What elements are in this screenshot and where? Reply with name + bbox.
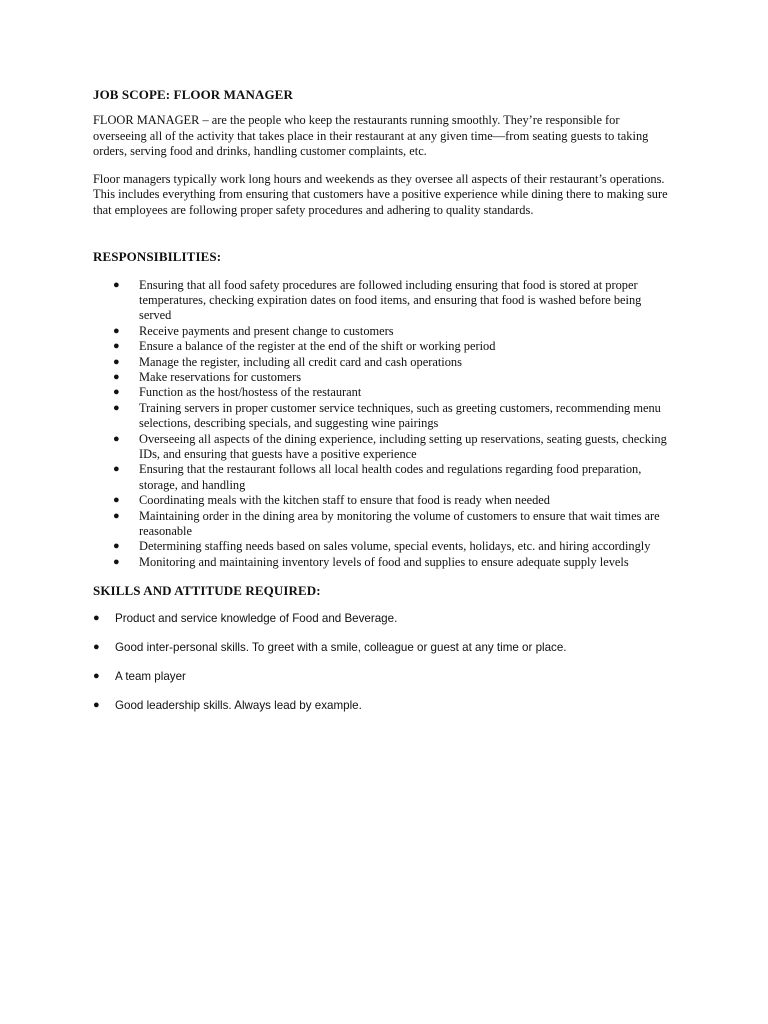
page-title: JOB SCOPE: FLOOR MANAGER xyxy=(93,87,293,102)
responsibility-item xyxy=(93,339,673,354)
responsibility-item-text: Determining staffing needs based on sales volume, special events, holidays, etc. and hiring accordingly xyxy=(139,539,651,554)
bullet-icon: ● xyxy=(113,355,120,368)
bullet-icon: ● xyxy=(113,401,120,414)
responsibility-item xyxy=(93,355,673,370)
bullet-icon: ● xyxy=(113,278,120,291)
responsibility-item-text: Ensuring that all food safety procedures are followed including ensuring that food is stored at proper temperatures, checking expiration dates on food items, and ensuring that food is washed before being served xyxy=(139,277,642,323)
bullet-icon: ● xyxy=(113,371,120,383)
responsibility-item xyxy=(93,385,673,400)
responsibility-item xyxy=(93,278,673,324)
responsibility-item xyxy=(93,324,673,339)
skills-list xyxy=(93,611,673,713)
skill-item-text: Good inter-personal skills. To greet with a smile, colleague or guest at any time or place. xyxy=(115,641,567,655)
intro-paragraph-2: Floor managers typically work long hours and weekends as they oversee all aspects of their restaurant’s operations. This includes everything from ensuring that customers have a positive experience while dining there to making sure that employees are following proper safety procedures and adhering to quality standards. xyxy=(93,171,668,217)
skill-item-text: Product and service knowledge of Food and Beverage. xyxy=(115,612,398,626)
responsibility-item-text: Manage the register, including all credit card and cash operations xyxy=(139,354,462,369)
responsibility-item-text: Make reservations for customers xyxy=(139,370,302,384)
responsibility-item xyxy=(93,370,673,385)
responsibility-item-text: Ensure a balance of the register at the end of the shift or working period xyxy=(139,339,496,354)
skills-heading: SKILLS AND ATTITUDE REQUIRED: xyxy=(93,583,321,599)
bullet-icon: ● xyxy=(93,670,100,683)
skill-item-text: Good leadership skills. Always lead by example. xyxy=(115,699,362,713)
responsibility-item xyxy=(93,539,673,554)
bullet-icon: ● xyxy=(113,509,120,522)
responsibilities-heading: RESPONSIBILITIES: xyxy=(93,248,222,264)
responsibility-item xyxy=(93,462,673,493)
bullet-icon: ● xyxy=(113,494,120,507)
responsibility-item xyxy=(93,493,673,508)
responsibility-item-text: Coordinating meals with the kitchen staff to ensure that food is ready when needed xyxy=(139,493,550,508)
responsibility-item xyxy=(93,401,673,432)
responsibility-item-text: Ensuring that the restaurant follows all local health codes and regulations regarding food preparation, storage, and handling xyxy=(139,462,642,492)
skill-item xyxy=(93,669,673,684)
bullet-icon: ● xyxy=(113,540,120,553)
responsibility-item-text: Receive payments and present change to customers xyxy=(139,323,394,338)
responsibility-item-text: Overseeing all aspects of the dining experience, including setting up reservations, seating guests, checking IDs, and ensuring that guests have a positive experience xyxy=(139,431,667,462)
bullet-icon: ● xyxy=(113,324,120,337)
skill-item xyxy=(93,698,673,713)
bullet-icon: ● xyxy=(113,386,120,399)
skill-item xyxy=(93,611,673,626)
skill-item xyxy=(93,640,673,655)
bullet-icon: ● xyxy=(113,340,120,353)
bullet-icon: ● xyxy=(113,432,120,445)
intro-paragraph: FLOOR MANAGER – are the people who keep the restaurants running smoothly. They’re responsible for overseeing all of the activity that takes place in their restaurant at any given time—from seating guests to taking orders, serving food and drinks, handling customer complaints, etc. xyxy=(93,113,649,159)
skill-item-text: A team player xyxy=(115,670,186,684)
responsibilities-list xyxy=(93,278,673,571)
responsibility-item xyxy=(93,432,673,463)
responsibility-item xyxy=(93,555,673,570)
bullet-icon: ● xyxy=(113,463,120,476)
responsibility-item-text: Monitoring and maintaining inventory levels of food and supplies to ensure adequate supply levels xyxy=(139,554,629,569)
document-body xyxy=(93,86,673,727)
bullet-icon: ● xyxy=(93,641,100,654)
bullet-icon: ● xyxy=(113,555,120,568)
responsibility-item-text: Function as the host/hostess of the restaurant xyxy=(139,385,362,400)
bullet-icon: ● xyxy=(93,612,100,625)
responsibility-item xyxy=(93,509,673,540)
bullet-icon: ● xyxy=(93,699,100,712)
responsibility-item-text: Training servers in proper customer service techniques, such as greeting customers, recommending menu selections, describing specials, and suggesting wine pairings xyxy=(139,400,661,431)
responsibility-item-text: Maintaining order in the dining area by monitoring the volume of customers to ensure that wait times are reasonable xyxy=(139,508,660,539)
